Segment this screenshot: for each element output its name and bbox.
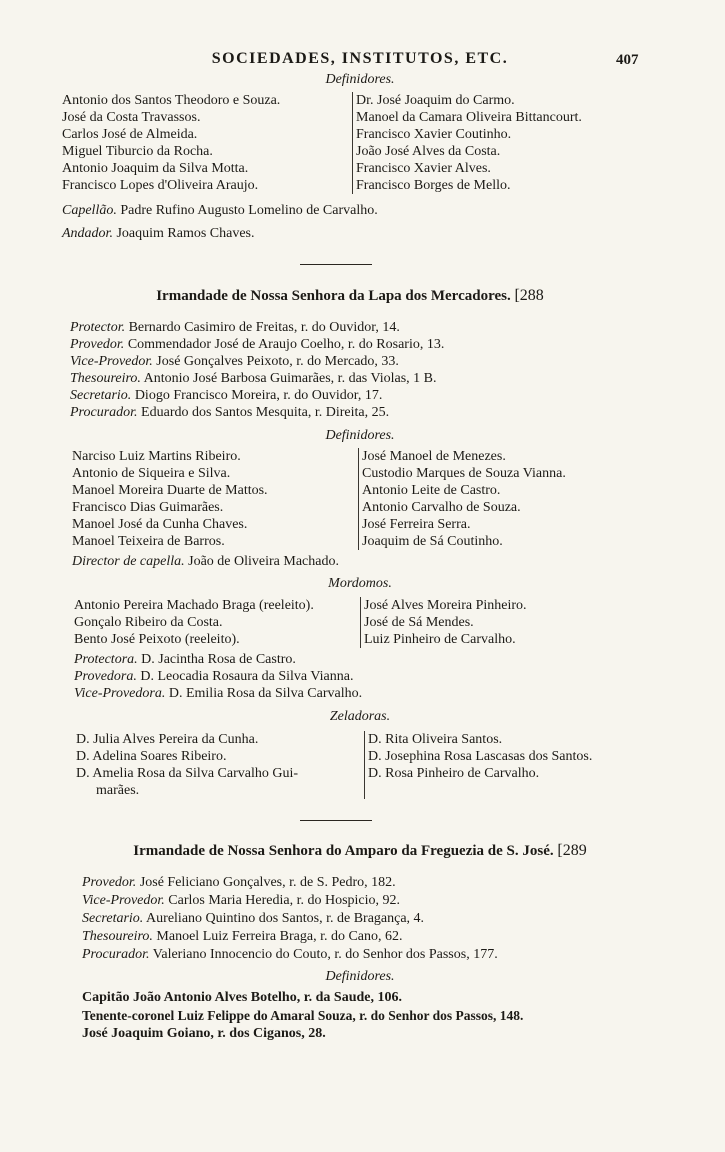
list-item: D. Josephina Rosa Lascasas dos Santos. (368, 749, 593, 764)
list-item: Luiz Pinheiro de Carvalho. (364, 632, 516, 647)
definidores-heading-3: Definidores. (325, 969, 395, 984)
list-item: Carlos José de Almeida. (62, 127, 198, 142)
officer-line (70, 405, 389, 421)
role-label: Procurador. (70, 405, 138, 420)
list-item: Dr. José Joaquim do Carmo. (356, 93, 515, 108)
officer-text: D. Jacintha Rosa de Castro. (141, 652, 296, 667)
lady-officer-line (74, 686, 362, 702)
andador-line (62, 226, 255, 242)
mordomos-col2 (360, 597, 527, 648)
list-item: D. Rita Oliveira Santos. (368, 732, 503, 747)
mordomos-columns (74, 597, 674, 649)
officer-text: Valeriano Innocencio do Couto, r. do Senhor dos Passos, 177. (152, 947, 498, 962)
list-item: marães. (96, 783, 140, 798)
officer-text: Manoel Luiz Ferreira Braga, r. do Cano, 62. (156, 929, 403, 944)
list-item: Joaquim de Sá Coutinho. (362, 534, 503, 549)
definidores-columns-2 (72, 448, 672, 552)
list-item: Francisco Dias Guimarães. (72, 500, 224, 515)
definidor-line: José Joaquim Goiano, r. dos Ciganos, 28. (82, 1026, 326, 1041)
section-title-text: Irmandade de Nossa Senhora da Lapa dos Mercadores. (156, 288, 511, 304)
list-item: Antonio Carvalho de Souza. (362, 500, 521, 515)
list-item: Antonio Joaquim da Silva Motta. (62, 161, 249, 176)
person-name: João de Oliveira Machado. (188, 554, 339, 569)
column-spacer (368, 782, 592, 799)
officer-text: José Gonçalves Peixoto, r. do Mercado, 33. (156, 354, 399, 369)
officer-text: Eduardo dos Santos Mesquita, r. Direita, 25. (141, 405, 390, 420)
section-title-text: Irmandade de Nossa Senhora do Amparo da Freguezia de S. José. (133, 843, 554, 859)
list-item: Antonio Pereira Machado Braga (reeleito). (74, 598, 314, 613)
role-label: Capellão. (62, 203, 117, 218)
role-label: Vice-Provedor. (82, 893, 165, 908)
definidores-col2 (358, 448, 566, 550)
officer-line (70, 388, 382, 404)
list-item: D. Amelia Rosa da Silva Carvalho Gui- (76, 766, 299, 781)
section-number: [289 (557, 842, 587, 859)
list-item: Gonçalo Ribeiro da Costa. (74, 615, 223, 630)
person-name: Joaquim Ramos Chaves. (116, 226, 255, 241)
role-label: Thesoureiro. (82, 929, 153, 944)
list-item: Narciso Luiz Martins Ribeiro. (72, 449, 241, 464)
officer-text: José Feliciano Gonçalves, r. de S. Pedro, 182. (139, 875, 396, 890)
officer-line (82, 893, 400, 909)
officer-text: Diogo Francisco Moreira, r. do Ouvidor, 17. (134, 388, 383, 403)
section-number: [288 (514, 287, 544, 304)
list-item: José da Costa Travassos. (62, 110, 201, 125)
role-label: Secretario. (70, 388, 132, 403)
list-item: Francisco Xavier Alves. (356, 161, 491, 176)
list-item: D. Rosa Pinheiro de Carvalho. (368, 766, 540, 781)
list-item: Antonio de Siqueira e Silva. (72, 466, 231, 481)
list-item: Manoel Teixeira de Barros. (72, 534, 225, 549)
list-item: Antonio Leite de Castro. (362, 483, 501, 498)
role-label: Protector. (70, 320, 126, 335)
list-item: D. Adelina Soares Ribeiro. (76, 749, 227, 764)
zeladoras-heading: Zeladoras. (329, 709, 391, 724)
list-item: José Ferreira Serra. (362, 517, 471, 532)
role-label: Thesoureiro. (70, 371, 141, 386)
lady-officer-line (74, 669, 353, 685)
role-label: Protectora. (74, 652, 138, 667)
page-number: 407 (616, 52, 639, 68)
officer-text: Commendador José de Araujo Coelho, r. do Rosario, 13. (127, 337, 445, 352)
role-label: Director de capella. (72, 554, 185, 569)
list-item: José Alves Moreira Pinheiro. (364, 598, 527, 613)
zeladoras-col1 (76, 731, 298, 799)
list-item: Manoel da Camara Oliveira Bittancourt. (356, 110, 582, 125)
officer-line (82, 875, 396, 891)
definidores-heading-2: Definidores. (325, 428, 395, 443)
list-item: Francisco Lopes d'Oliveira Araujo. (62, 178, 259, 193)
definidores-columns-1 (62, 92, 662, 194)
officer-text: D. Leocadia Rosaura da Silva Vianna. (140, 669, 354, 684)
role-label: Andador. (62, 226, 113, 241)
list-item: Francisco Borges de Mello. (356, 178, 511, 193)
role-label: Provedor. (82, 875, 137, 890)
officer-line (70, 371, 437, 387)
mordomos-heading: Mordomos. (328, 576, 392, 591)
list-item: D. Julia Alves Pereira da Cunha. (76, 732, 259, 747)
officer-line (70, 337, 444, 353)
officer-line (70, 354, 399, 370)
officer-text: Carlos Maria Heredia, r. do Hospicio, 92. (168, 893, 401, 908)
mordomos-col1 (74, 597, 314, 648)
definidores-heading-1: Definidores. (325, 72, 395, 87)
list-item: José Manoel de Menezes. (362, 449, 506, 464)
director-line (72, 554, 339, 570)
section-divider (300, 820, 372, 821)
role-label: Vice-Provedora. (74, 686, 166, 701)
section-title-288 (40, 287, 660, 305)
definidores-col1 (62, 92, 280, 194)
role-label: Vice-Provedor. (70, 354, 153, 369)
list-item: Bento José Peixoto (reeleito). (74, 632, 240, 647)
list-item: Manoel José da Cunha Chaves. (72, 517, 248, 532)
capellao-line (62, 203, 378, 219)
officer-text: Aureliano Quintino dos Santos, r. de Bragança, 4. (146, 911, 425, 926)
definidores-col1 (72, 448, 268, 550)
running-header: SOCIEDADES, INSTITUTOS, ETC. (211, 50, 509, 67)
definidores-col2 (352, 92, 582, 194)
list-item: Francisco Xavier Coutinho. (356, 127, 512, 142)
zeladoras-col2 (364, 731, 592, 799)
list-item: José de Sá Mendes. (364, 615, 474, 630)
definidor-line: Tenente-coronel Luiz Felippe do Amaral Souza, r. do Senhor dos Passos, 148. (82, 1008, 524, 1023)
role-label: Secretario. (82, 911, 144, 926)
list-item: Manoel Moreira Duarte de Mattos. (72, 483, 268, 498)
role-label: Provedora. (74, 669, 137, 684)
list-item: João José Alves da Costa. (356, 144, 501, 159)
officer-line (82, 929, 403, 945)
role-label: Provedor. (70, 337, 125, 352)
list-item: Custodio Marques de Souza Vianna. (362, 466, 566, 481)
officer-text: Antonio José Barbosa Guimarães, r. das Violas, 1 B. (143, 371, 437, 386)
officer-line (82, 911, 424, 927)
section-title-289 (40, 842, 680, 860)
list-item: Antonio dos Santos Theodoro e Souza. (62, 93, 281, 108)
officer-line (82, 947, 498, 963)
list-item: Miguel Tiburcio da Rocha. (62, 144, 213, 159)
definidor-line: Capitão João Antonio Alves Botelho, r. da Saude, 106. (82, 990, 402, 1005)
officer-text: D. Emilia Rosa da Silva Carvalho. (168, 686, 363, 701)
lady-officer-line (74, 652, 296, 668)
officer-line (70, 320, 400, 336)
zeladoras-columns (76, 731, 676, 801)
role-label: Procurador. (82, 947, 150, 962)
person-name: Padre Rufino Augusto Lomelino de Carvalho. (120, 203, 378, 218)
officer-text: Bernardo Casimiro de Freitas, r. do Ouvidor, 14. (128, 320, 400, 335)
section-divider (300, 264, 372, 265)
